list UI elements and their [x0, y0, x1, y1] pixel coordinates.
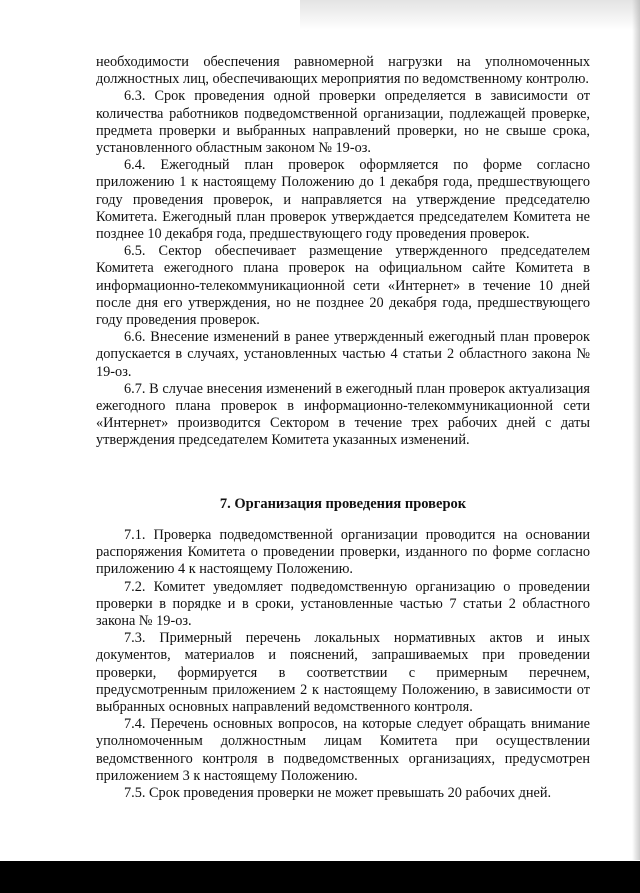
paragraph-continuation: необходимости обеспечения равномерной нагрузки на уполномоченных должностных лиц, обеспечивающих мероприятия по ведомственному контролю.	[96, 54, 590, 88]
paragraph-7-5: 7.5. Срок проведения проверки не может превышать 20 рабочих дней.	[124, 785, 552, 802]
paragraph-6-4: 6.4. Ежегодный план проверок оформляется по форме согласно приложению 1 к настоящему Положению до 1 декабря года, предшествующего году проведения проверок, и направляется на утверждение председателю Комитета. Ежегодный план проверок утверждается председателем Комитета не позднее 10 декабря года, предшествующего году проведения проверок.	[96, 157, 590, 243]
paragraph-6-6: 6.6. Внесение изменений в ранее утвержденный ежегодный план проверок допускается в случаях, установленных частью 4 статьи 2 областного закона № 19-оз.	[96, 329, 590, 380]
paragraph-7-2: 7.2. Комитет уведомляет подведомственную организацию о проведении проверки в порядке и в сроки, установленные частью 7 статьи 2 областного закона № 19-оз.	[96, 578, 590, 630]
scan-shadow-right	[632, 0, 640, 860]
section-heading: 7. Организация проведения проверок	[219, 496, 467, 512]
text-block-section-7	[96, 527, 590, 802]
scan-shadow-top	[300, 0, 640, 30]
text-block-section-6	[96, 54, 590, 450]
paragraph-7-1: 7.1. Проверка подведомственной организации проводится на основании распоряжения Комитета о проведении проверки, изданного по форме согласно приложению 4 к настоящему Положению.	[96, 527, 590, 578]
paragraph-7-4: 7.4. Перечень основных вопросов, на которые следует обращать внимание уполномоченным должностным лицам Комитета при осуществлении ведомственного контроля в подведомственных организациях, предусмотрен приложением 3 к настоящему Положению.	[96, 716, 590, 784]
paragraph-6-7: 6.7. В случае внесения изменений в ежегодный план проверок актуализация ежегодного плана проверок в информационно-телекоммуникационной сети «Интернет» производится Сектором в течение трех рабочих дней с даты утверждения председателем Комитета указанных изменений.	[96, 380, 590, 449]
paragraph-6-5: 6.5. Сектор обеспечивает размещение утвержденного председателем Комитета ежегодного плана проверок на официальном сайте Комитета в информационно-телекоммуникационной сети «Интернет» в течение 10 дней после дня его утверждения, но не позднее 20 декабря года, предшествующего году проведения проверок.	[96, 243, 590, 329]
paragraph-7-3: 7.3. Примерный перечень локальных нормативных актов и иных документов, материалов и пояснений, запрашиваемых при проведении проверки, формируется в соответствии с примерным перечнем, предусмотренным приложением 2 к настоящему Положению, в зависимости от выбранных основных направлений ведомственного контроля.	[96, 630, 590, 716]
paragraph-6-3: 6.3. Срок проведения одной проверки определяется в зависимости от количества работников подведомственной организации, подлежащей проверке, предмета проверки и выбранных направлений проверки, но не свыше срока, установленного областным законом № 19-оз.	[96, 88, 590, 157]
scan-bottom-border	[0, 861, 640, 893]
